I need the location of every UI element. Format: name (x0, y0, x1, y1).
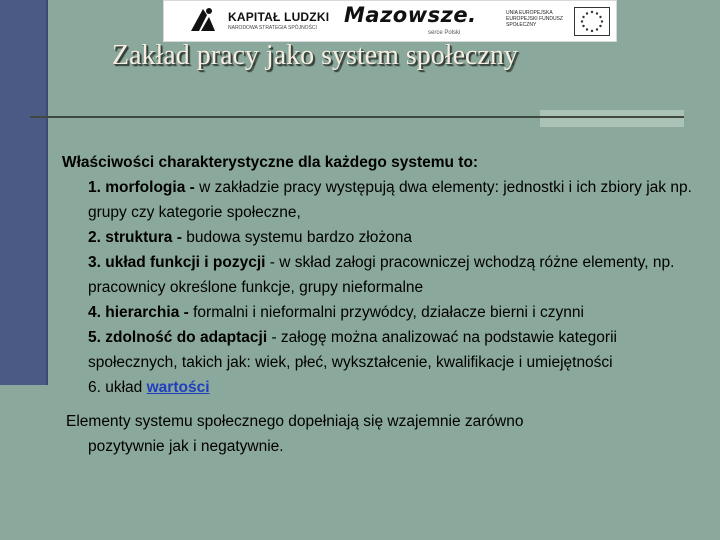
item-label: 3. układ funkcji i pozycji (88, 254, 266, 271)
left-accent-strip (46, 0, 48, 385)
properties-heading: Właściwości charakterystyczne dla każdego systemu to: (62, 154, 479, 171)
slide-body (62, 150, 702, 459)
item-text: 6. układ (88, 379, 147, 396)
wartosci-link[interactable]: wartości (146, 379, 210, 396)
item-label: 5. zdolność do adaptacji (88, 329, 268, 346)
summary-line-1: Elementy systemu społecznego dopełniają się wzajemnie zarówno (66, 413, 524, 430)
kapital-ludzki-subtitle: NARODOWA STRATEGIA SPÓJNOŚCI (228, 25, 317, 31)
mazowsze-name: Mazowsze. (344, 3, 477, 27)
eu-fund-text: UNIA EUROPEJSKA EUROPEJSKI FUNDUSZ SPOŁECZNY (506, 10, 563, 28)
eu-logo (504, 1, 616, 43)
item-text: - w skład załogi pracowniczej wchodzą różne elementy, np. pracownicy określone funkcje, grupy nieformalne (88, 254, 675, 296)
title-divider (30, 116, 684, 118)
logo-banner (163, 0, 617, 42)
item-text: budowa systemu bardzo złożona (186, 229, 412, 246)
item-text: formalni i nieformalni przywódcy, działacze bierni i czynni (193, 304, 584, 321)
kapital-ludzki-logo (172, 1, 332, 43)
mazowsze-slogan: serce Polski (428, 30, 461, 36)
item-label: 1. morfologia - (88, 179, 200, 196)
list-item (88, 225, 702, 250)
summary-line-2: pozytywnie jak i negatywnie. (88, 438, 284, 455)
mazowsze-logo (338, 1, 488, 43)
slide-title: Zakład pracy jako system społeczny (112, 40, 518, 71)
kapital-ludzki-name: KAPITAŁ LUDZKI (228, 10, 330, 24)
left-accent-bar (0, 0, 46, 385)
item-text: w zakładzie pracy występują dwa elementy: jednostki i ich zbiory jak np. grupy czy kategorie społeczne, (88, 179, 692, 221)
item-label: 2. struktura - (88, 229, 187, 246)
eu-flag-icon (574, 7, 610, 36)
list-item (88, 300, 702, 325)
kapital-ludzki-icon (187, 5, 219, 37)
list-item (88, 375, 702, 400)
summary-paragraph (66, 409, 666, 459)
properties-list (88, 175, 702, 400)
list-item (88, 250, 702, 300)
item-label: 4. hierarchia - (88, 304, 194, 321)
list-item (88, 175, 702, 225)
title-accent-box (540, 110, 684, 127)
item-text: - załogę można analizować na podstawie kategorii społecznych, takich jak: wiek, płeć, wykształcenie, kwalifikacje i umiejętności (88, 329, 617, 371)
list-item (88, 325, 702, 375)
